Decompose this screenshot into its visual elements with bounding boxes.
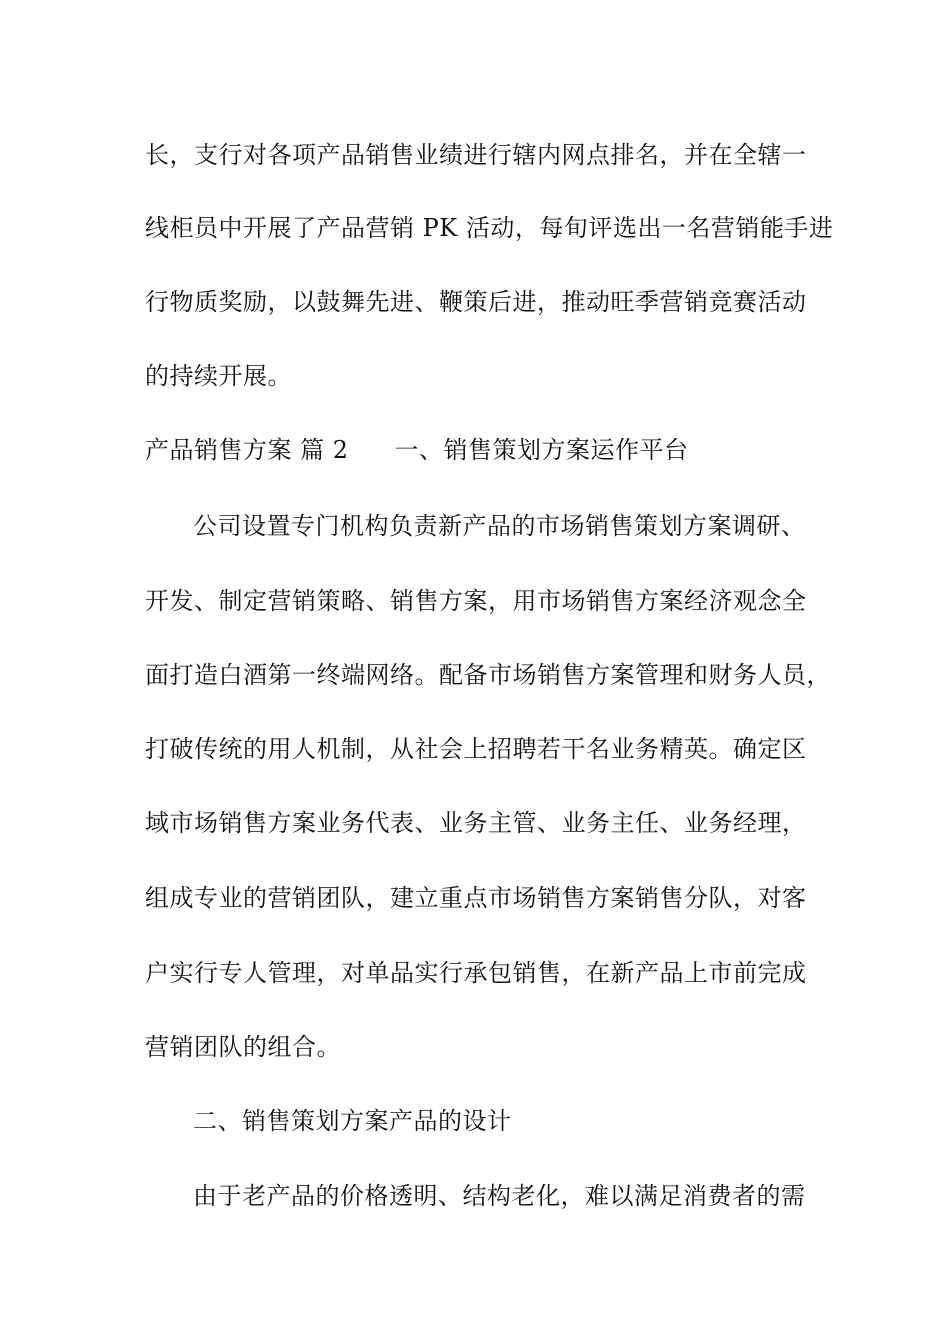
paragraph-line: 打破传统的用人机制，从社会上招聘若干名业务精英。确定区 — [145, 735, 807, 763]
paragraph-line: 行物质奖励，以鼓舞先进、鞭策后进，推动旺季营销竞赛活动 — [145, 288, 807, 316]
paragraph-line: 线柜员中开展了产品营销 PK 活动，每旬评选出一名营销能手进 — [145, 214, 834, 242]
paragraph-line: 由于老产品的价格透明、结构老化，难以满足消费者的需 — [193, 1182, 806, 1210]
section-subtitle: 一、销售策划方案运作平台 — [394, 436, 689, 464]
paragraph-line: 面打造白酒第一终端网络。配备市场销售方案管理和财务人员， — [145, 661, 831, 689]
paragraph-line: 组成专业的营销团队，建立重点市场销售方案销售分队，对客 — [145, 884, 807, 912]
paragraph-line: 营销团队的组合。 — [145, 1033, 341, 1061]
subheading: 二、销售策划方案产品的设计 — [193, 1107, 512, 1135]
paragraph-line: 的持续开展。 — [145, 362, 292, 390]
section-title: 产品销售方案 篇 2 — [145, 436, 349, 464]
paragraph-line: 域市场销售方案业务代表、业务主管、业务主任、业务经理， — [145, 809, 807, 837]
paragraph-line: 开发、制定营销策略、销售方案，用市场销售方案经济观念全 — [145, 587, 807, 615]
section-heading — [145, 435, 689, 465]
paragraph-line: 公司设置专门机构负责新产品的市场销售策划方案调研、 — [193, 512, 806, 540]
paragraph-line: 户实行专人管理，对单品实行承包销售，在新产品上市前完成 — [145, 959, 807, 987]
paragraph-line: 长，支行对各项产品销售业绩进行辖内网点排名，并在全辖一 — [145, 141, 807, 169]
